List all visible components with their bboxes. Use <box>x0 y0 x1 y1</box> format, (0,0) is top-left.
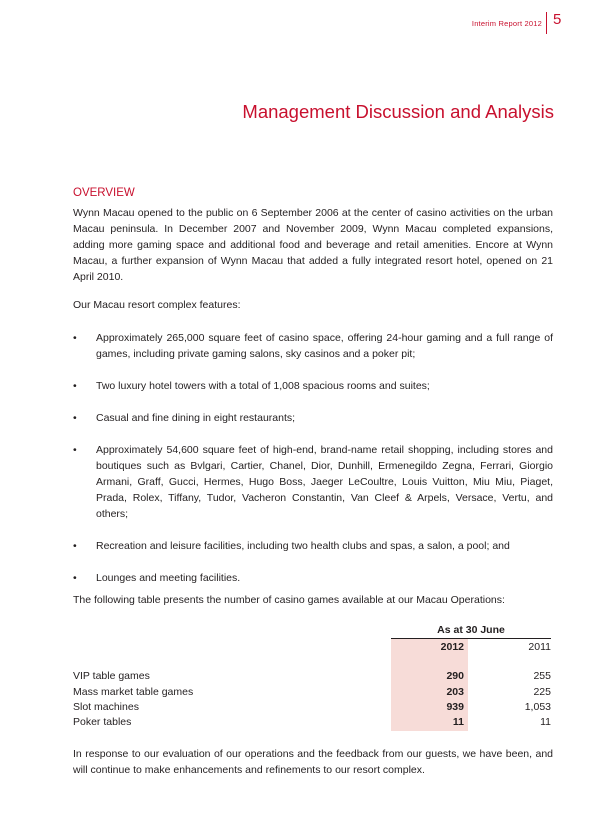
value-2011: 225 <box>533 686 551 698</box>
bullet-icon: • <box>73 572 77 584</box>
list-item <box>73 442 553 522</box>
list-item <box>73 538 553 554</box>
bullet-icon: • <box>73 444 77 456</box>
value-2011: 11 <box>540 716 551 728</box>
intro-paragraph: Wynn Macau opened to the public on 6 September 2006 at the center of casino activities on the urban Macau peninsula. In December 2007 and November 2009, Wynn Macau completed expansions, adding more gaming space and additional food and beverage and retail amenities. Encore at Wynn Macau, a further expansion of Wynn Macau that added a fully integrated resort hotel, opened on 21 April 2010. <box>73 207 553 283</box>
list-item <box>73 410 553 426</box>
list-item <box>73 330 553 362</box>
header-divider <box>546 12 547 34</box>
closing-paragraph: In response to our evaluation of our operations and the feedback from our guests, we have been, and will continue to make enhancements and refinements to our resort complex. <box>73 748 553 776</box>
features-list <box>73 330 553 602</box>
section-heading: OVERVIEW <box>73 187 135 199</box>
features-lead-paragraph: Our Macau resort complex features: <box>73 299 241 311</box>
column-header-2011: 2011 <box>528 641 551 653</box>
list-item <box>73 378 553 394</box>
list-item-text: Approximately 54,600 square feet of high-end, brand-name retail shopping, including stores and boutiques such as Bvlgari, Cartier, Chanel, Dior, Dunhill, Ermenegildo Zegna, Ferrari, Giorgio Armani, Graff, Gucci, Hermes, Hugo Boss, Jaeger LeCoultre, Louis Vuitton, Miu Miu, Piaget, Prada, Rolex, Tiffany, Tudor, Vacheron Constantin, Van Cleef & Arpels, Versace, Vertu, and others; <box>96 444 553 520</box>
list-item-text: Approximately 265,000 square feet of casino space, offering 24-hour gaming and a full range of games, including private gaming salons, sky casinos and a poker pit; <box>96 332 553 360</box>
bullet-icon: • <box>73 412 77 424</box>
report-header-label: Interim Report 2012 <box>471 19 542 28</box>
value-2011: 1,053 <box>524 701 551 713</box>
table-header-rule <box>391 638 551 639</box>
list-item-text: Casual and fine dining in eight restaurants; <box>96 412 296 424</box>
page-title: Management Discussion and Analysis <box>242 101 554 122</box>
casino-games-table <box>73 620 553 732</box>
list-item-text: Lounges and meeting facilities. <box>96 572 241 584</box>
value-2011: 255 <box>533 670 551 682</box>
table-row <box>73 686 553 702</box>
row-label: VIP table games <box>73 670 150 682</box>
list-item-text: Two luxury hotel towers with a total of 1,008 spacious rooms and suites; <box>96 380 430 392</box>
value-2012: 290 <box>446 670 464 682</box>
list-item-text: Recreation and leisure facilities, including two health clubs and spas, a salon, a pool; and <box>96 540 510 552</box>
column-header-2012: 2012 <box>440 641 464 653</box>
table-span-header: As at 30 June <box>437 624 505 636</box>
bullet-icon: • <box>73 540 77 552</box>
row-label: Slot machines <box>73 701 139 713</box>
value-2012: 11 <box>452 716 464 728</box>
bullet-icon: • <box>73 332 77 344</box>
table-row <box>73 701 553 717</box>
value-2012: 939 <box>446 701 464 713</box>
list-item <box>73 570 553 586</box>
table-row <box>73 670 553 686</box>
page-number: 5 <box>553 11 562 28</box>
table-lead-paragraph: The following table presents the number of casino games available at our Macau Operations: <box>73 594 505 606</box>
row-label: Mass market table games <box>73 686 194 698</box>
table-row <box>73 716 553 732</box>
row-label: Poker tables <box>73 716 132 728</box>
bullet-icon: • <box>73 380 77 392</box>
value-2012: 203 <box>446 686 464 698</box>
